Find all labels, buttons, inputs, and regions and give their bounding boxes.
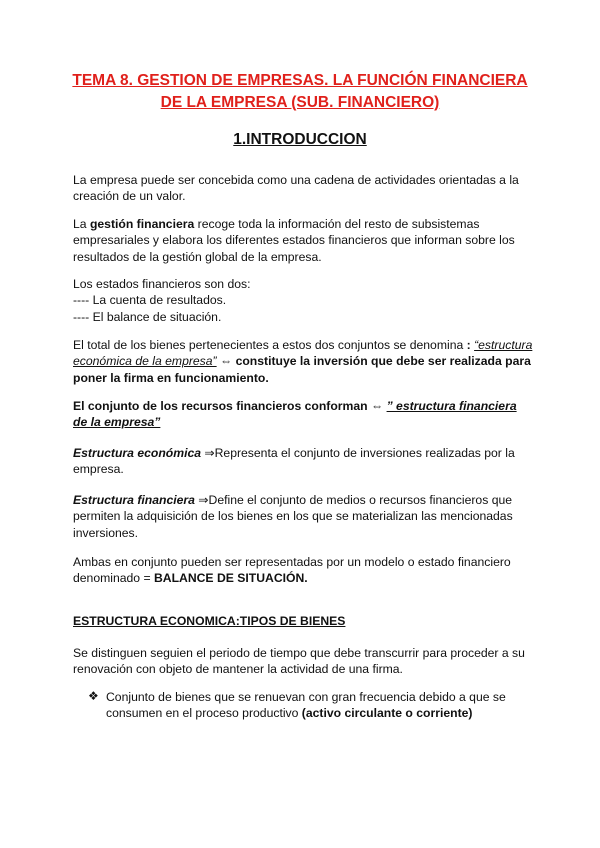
paragraph-estructura-economica (73, 445, 533, 478)
p7-post: ⇒Define el conjunto de medios o recursos financieros que permiten la adquisición de los bienes en los que se materializan las mencionadas inversiones. (73, 493, 513, 540)
balance-term: BALANCE DE SITUACIÓN. (153, 571, 308, 586)
paragraph-estados-financieros (73, 276, 533, 325)
paragraph-estructura-financiera (73, 492, 533, 541)
estructura-financiera-term: ” estructura financiera de la empresa” (73, 399, 517, 430)
p4-colon: : (466, 338, 471, 352)
activo-circulante-term: (activo circulante o corriente) (301, 706, 473, 721)
estados-line-1: Los estados financieros son dos: (73, 277, 251, 291)
paragraph-gestion-financiera (73, 216, 533, 265)
gestion-financiera-term: gestión financiera (89, 217, 195, 231)
p6-post: ⇒Representa el conjunto de inversiones realizadas por la empresa. (73, 446, 515, 477)
estados-line-3: ---- El balance de situación. (73, 309, 222, 324)
p4-pre: El total de los bienes pertenecientes a estos dos conjuntos se denomina (73, 338, 467, 352)
diamond-bullet-icon: ❖ (88, 689, 99, 703)
p4-post: ⇔ constituye la inversión que debe ser realizada para poner la firma en funcionamiento. (73, 354, 531, 385)
paragraph-estructura-economica-def (73, 337, 533, 386)
p2-post: recoge toda la información del resto de subsistemas empresariales y elabora los diferentes estados financieros que informan sobre los resultados de la gestión global de la empresa. (73, 217, 515, 264)
p2-pre: La (73, 217, 90, 231)
p5-pre: El conjunto de los recursos financieros conforman ⇔ (73, 399, 387, 413)
bullet1-text: Conjunto de bienes que se renuevan con gran frecuencia debido a que se consumen en el proceso productivo (106, 690, 506, 721)
estructura-economica-term: “estructura económica de la empresa” (73, 338, 533, 369)
paragraph-estructura-financiera-def (73, 398, 533, 431)
bullet-item-activo-circulante (106, 689, 526, 722)
paragraph-tipos-bienes: Se distinguen seguien el periodo de tiempo que debe transcurrir para proceder a su renovación con objeto de mantener la actividad de una firma. (73, 646, 525, 677)
p8-pre: Ambas en conjunto pueden ser representadas por un modelo o estado financiero denominado = (73, 555, 511, 586)
estructura-economica-label: Estructura económica (73, 446, 202, 460)
document-title: TEMA 8. GESTION DE EMPRESAS. LA FUNCIÓN FINANCIERA DE LA EMPRESA (SUB. FINANCIERO) (72, 72, 528, 111)
estructura-financiera-label: Estructura financiera (73, 493, 195, 507)
paragraph-intro: La empresa puede ser concebida como una cadena de actividades orientadas a la creación de un valor. (73, 173, 519, 204)
estados-line-2: ---- La cuenta de resultados. (73, 293, 227, 308)
section-heading-tipos-bienes: ESTRUCTURA ECONOMICA:TIPOS DE BIENES (73, 614, 346, 628)
section-heading-introduccion: 1.INTRODUCCION (233, 131, 367, 148)
paragraph-balance (73, 554, 533, 587)
